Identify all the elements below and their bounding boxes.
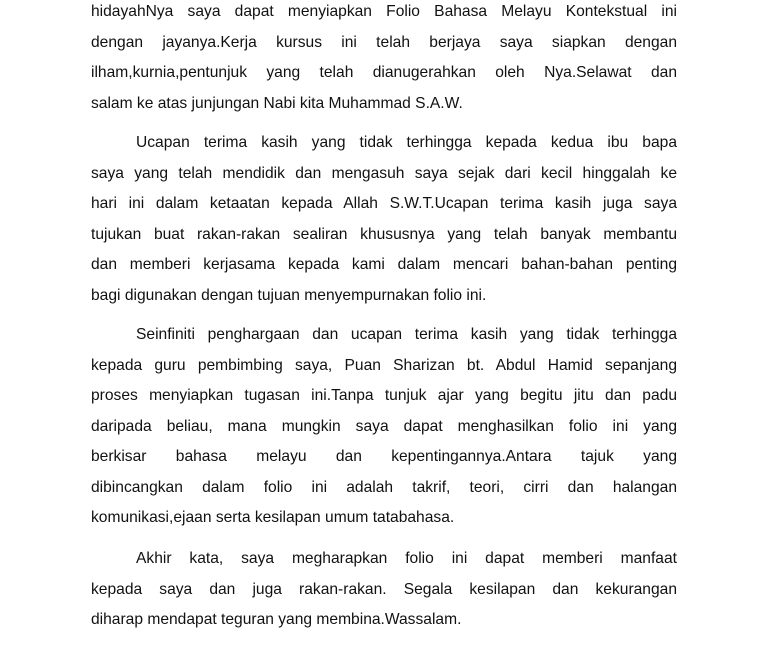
paragraph-line: kepada saya dan juga rakan-rakan. Segala kesilapan dan kekurangan	[91, 580, 677, 598]
paragraph-supervisor	[91, 320, 677, 534]
paragraph-line: diharap mendapat teguran yang membina.Wassalam.	[91, 611, 462, 628]
paragraph-line: komunikasi,ejaan serta kesilapan umum tatabahasa.	[91, 509, 455, 526]
paragraph-line: saya yang telah mendidik dan mengasuh saya sejak dari kecil hinggalah ke	[91, 164, 677, 182]
paragraph-line: Akhir kata, saya megharapkan folio ini dapat memberi manfaat	[136, 550, 677, 567]
paragraph-line: daripada beliau, mana mungkin saya dapat menghasilkan folio ini yang	[91, 417, 677, 435]
paragraph-line: dan memberi kerjasama kepada kami dalam mencari bahan-bahan penting	[91, 256, 677, 273]
paragraph-parents	[91, 128, 677, 311]
paragraph-line: hidayahNya saya dapat menyiapkan Folio Bahasa Melayu Kontekstual ini	[91, 3, 677, 20]
paragraph-line: tujukan buat rakan-rakan sealiran khususnya yang telah banyak membantu	[91, 225, 677, 243]
paragraph-line: dengan jayanya.Kerja kursus ini telah berjaya saya siapkan dengan	[91, 33, 677, 51]
paragraph-line: bagi digunakan dengan tujuan menyempurnakan folio ini.	[91, 286, 487, 304]
paragraph-opening	[91, 0, 677, 119]
paragraph-closing	[91, 544, 677, 636]
paragraph-line: salam ke atas junjungan Nabi kita Muhammad S.A.W.	[91, 94, 463, 112]
paragraph-line: ilham,kurnia,pentunjuk yang telah dianugerahkan oleh Nya.Selawat dan	[91, 64, 677, 81]
paragraph-line: proses menyiapkan tugasan ini.Tanpa tunjuk ajar yang begitu jitu dan padu	[91, 387, 677, 404]
paragraph-line: Ucapan terima kasih yang tidak terhingga kepada kedua ibu bapa	[136, 134, 677, 151]
paragraph-line: dibincangkan dalam folio ini adalah takrif, teori, cirri dan halangan	[91, 478, 677, 496]
paragraph-line: kepada guru pembimbing saya, Puan Sharizan bt. Abdul Hamid sepanjang	[91, 356, 677, 374]
paragraph-line: berkisar bahasa melayu dan kepentingannya.Antara tajuk yang	[91, 448, 677, 465]
paragraph-line: hari ini dalam ketaatan kepada Allah S.W.T.Ucapan terima kasih juga saya	[91, 195, 677, 212]
paragraph-line: Seinfiniti penghargaan dan ucapan terima kasih yang tidak terhingga	[136, 326, 677, 343]
